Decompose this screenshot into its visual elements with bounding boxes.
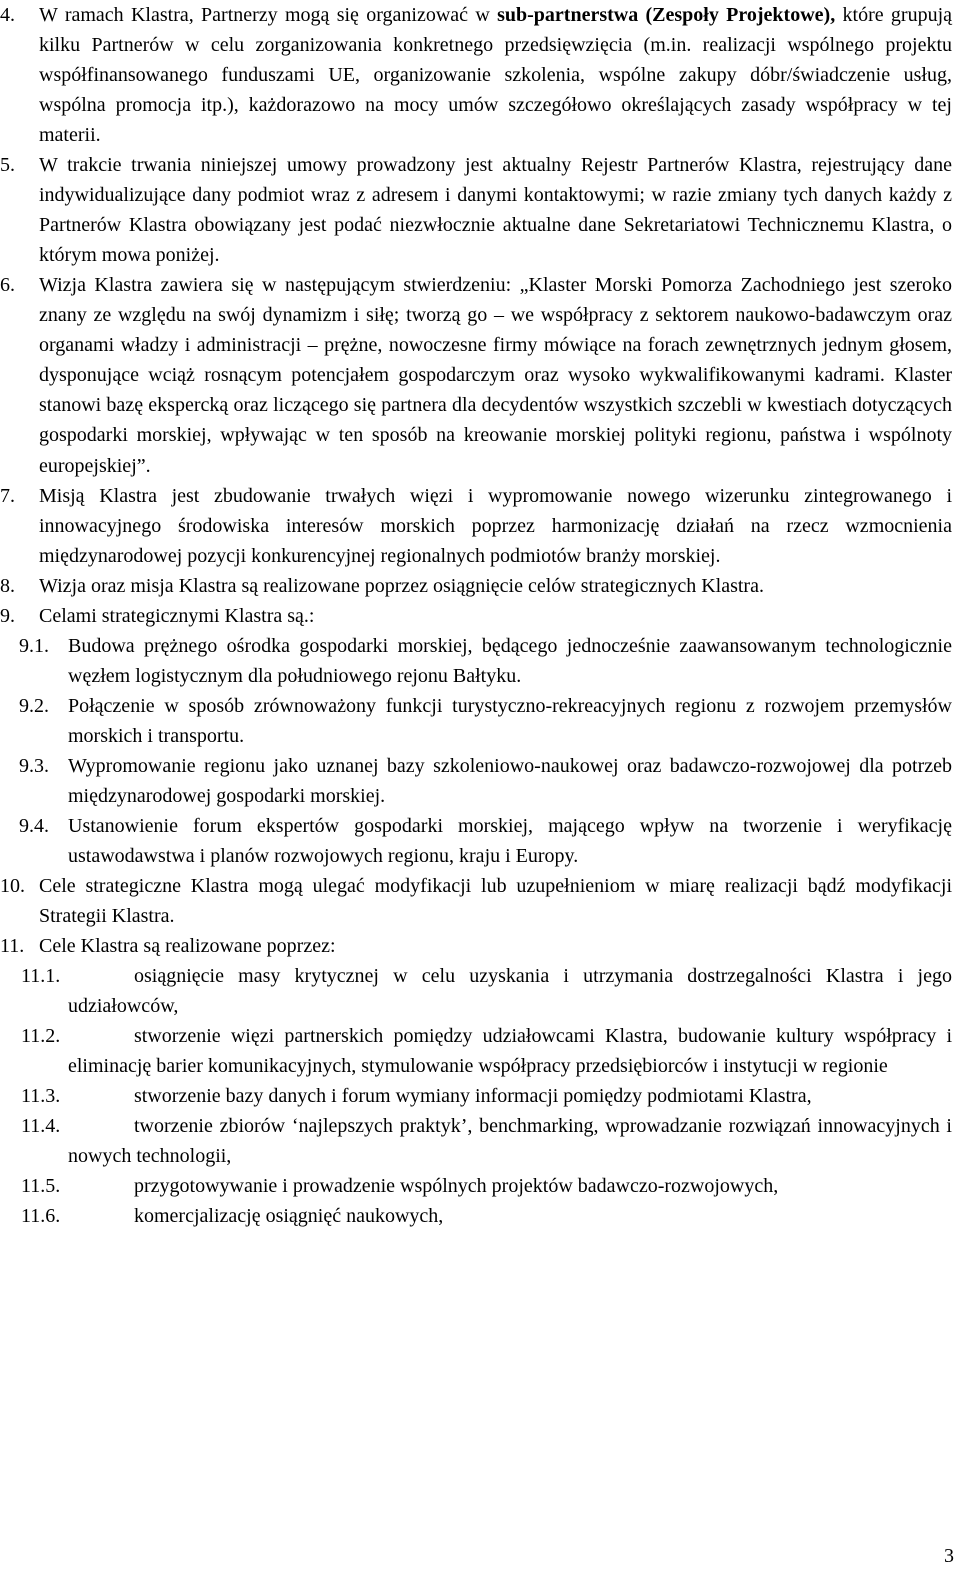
item-number: 9.3. [19,755,49,777]
page-number: 3 [944,1545,954,1567]
item-number: 9.4. [19,815,49,837]
sub-list-item [0,691,952,751]
item-text: przygotowywanie i prowadzenie wspólnych projektów badawczo-rozwojowych, [134,1175,779,1197]
list-item [0,601,952,631]
item-text: osiągnięcie masy krytycznej w celu uzyskania i utrzymania dostrzegalności Klastra i jego udziałowców, [68,965,952,1018]
item-text: Budowa prężnego ośrodka gospodarki morskiej, będącego jednocześnie zaawansowanym technologicznie węzłem logistycznym dla południowego rejonu Bałtyku. [68,635,952,688]
item-text: W ramach Klastra, Partnerzy mogą się organizować w sub-partnerstwa (Zespoły Projektowe), które grupują kilku Partnerów w celu zorganizowania konkretnego przedsięwzięcia (m.in. realizacji wspólnego projektu współfinansowanego funduszami UE, organizowanie szkolenia, wspólne zakupy dóbr/świadczenie usług, wspólna promocja itp.), każdorazowo na mocy umów szczegółowo określających zasady współpracy w tej materii. [39,4,952,147]
item-number: 11. [0,935,25,957]
bold-term: sub-partnerstwa (Zespoły Projektowe), [497,4,836,26]
item-number: 11.5. [21,1175,61,1197]
list-item [0,571,952,601]
list-item [0,931,952,961]
item-number: 11.1. [21,965,61,987]
item-text: Misją Klastra jest zbudowanie trwałych więzi i wypromowanie nowego wizerunku zintegrowanego i innowacyjnego środowiska interesów morskich poprzez harmonizację działań na rzecz wzmocnienia międzynarodowej pozycji konkurencyjnej regionalnych podmiotów branży morskiej. [39,485,952,568]
list-item [0,270,952,481]
sub-list-item [0,631,952,691]
item-text: Ustanowienie forum ekspertów gospodarki morskiej, mającego wpływ na tworzenie i weryfikację ustawodawstwa i planów rozwojowych regionu, kraju i Europy. [68,815,952,868]
item-text: tworzenie zbiorów ‘najlepszych praktyk’, benchmarking, wprowadzanie rozwiązań innowacyjnych i nowych technologii, [68,1115,952,1168]
item-number: 11.3. [21,1085,61,1107]
item-number: 11.6. [21,1205,61,1227]
list-item [0,150,952,270]
sub-list-item [0,1201,952,1231]
sub-list-item [0,1111,952,1171]
sub-list-item [0,1021,952,1081]
item-text: Wizja oraz misja Klastra są realizowane poprzez osiągnięcie celów strategicznych Klastra. [39,575,764,597]
item-number: 7. [0,485,15,507]
sub-list-item [0,751,952,811]
item-text: Cele strategiczne Klastra mogą ulegać modyfikacji lub uzupełnieniom w miarę realizacji bądź modyfikacji Strategii Klastra. [39,875,952,928]
sub-list-item [0,1171,952,1201]
item-number: 6. [0,274,15,296]
item-number: 8. [0,575,15,597]
item-text: Cele Klastra są realizowane poprzez: [39,935,336,957]
item-number: 5. [0,154,15,176]
item-number: 11.4. [21,1115,61,1137]
item-text: Połączenie w sposób zrównoważony funkcji turystyczno-rekreacyjnych regionu z rozwojem przemysłów morskich i transportu. [68,695,952,748]
item-number: 9.2. [19,695,49,717]
sub-list-item [0,961,952,1021]
item-text: stworzenie więzi partnerskich pomiędzy udziałowcami Klastra, budowanie kultury współpracy i eliminację barier komunikacyjnych, stymulowanie współpracy przedsiębiorców i instytucji w regionie [68,1025,952,1078]
item-text: W trakcie trwania niniejszej umowy prowadzony jest aktualny Rejestr Partnerów Klastra, rejestrujący dane indywidualizujące dany podmiot wraz z adresem i danymi kontaktowymi; w razie zmiany tych danych każdy z Partnerów Klastra obowiązany jest podać niezwłocznie aktualne dane Sekretariatowi Technicznemu Klastra, o którym mowa poniżej. [39,154,952,267]
item-number: 9.1. [19,635,49,657]
sub-list-item [0,811,952,871]
item-number: 4. [0,4,15,26]
item-text: stworzenie bazy danych i forum wymiany informacji pomiędzy podmiotami Klastra, [134,1085,812,1107]
item-text: komercjalizację osiągnięć naukowych, [134,1205,444,1227]
list-item [0,481,952,571]
item-number: 10. [0,875,25,897]
item-text: Wizja Klastra zawiera się w następującym stwierdzeniu: „Klaster Morski Pomorza Zachodniego jest szeroko znany ze względu na swój dynamizm i siłę; tworzą go – we współpracy z sektorem naukowo-badawczym oraz organami władzy i administracji – prężne, nowoczesne firmy mówiące na forach zewnętrznych jednym głosem, dysponujące wciąż rosnącym potencjałem gospodarczym oraz wysoko wykwalifikowanymi kadrami. Klaster stanowi bazę ekspercką oraz liczącego się partnera dla decydentów wszystkich szczebli w kwestiach dotyczących gospodarki morskiej, wpływając w ten sposób na kreowanie morskiej polityki regionu, państwa i wspólnoty europejskiej”. [39,274,952,477]
list-item [0,871,952,931]
list-item [0,0,952,150]
item-text: Wypromowanie regionu jako uznanej bazy szkoleniowo-naukowej oraz badawczo-rozwojowej dla potrzeb międzynarodowej gospodarki morskiej. [68,755,952,808]
sub-list-item [0,1081,952,1111]
item-text: Celami strategicznymi Klastra są.: [39,605,315,627]
item-number: 9. [0,605,15,627]
item-number: 11.2. [21,1025,61,1047]
